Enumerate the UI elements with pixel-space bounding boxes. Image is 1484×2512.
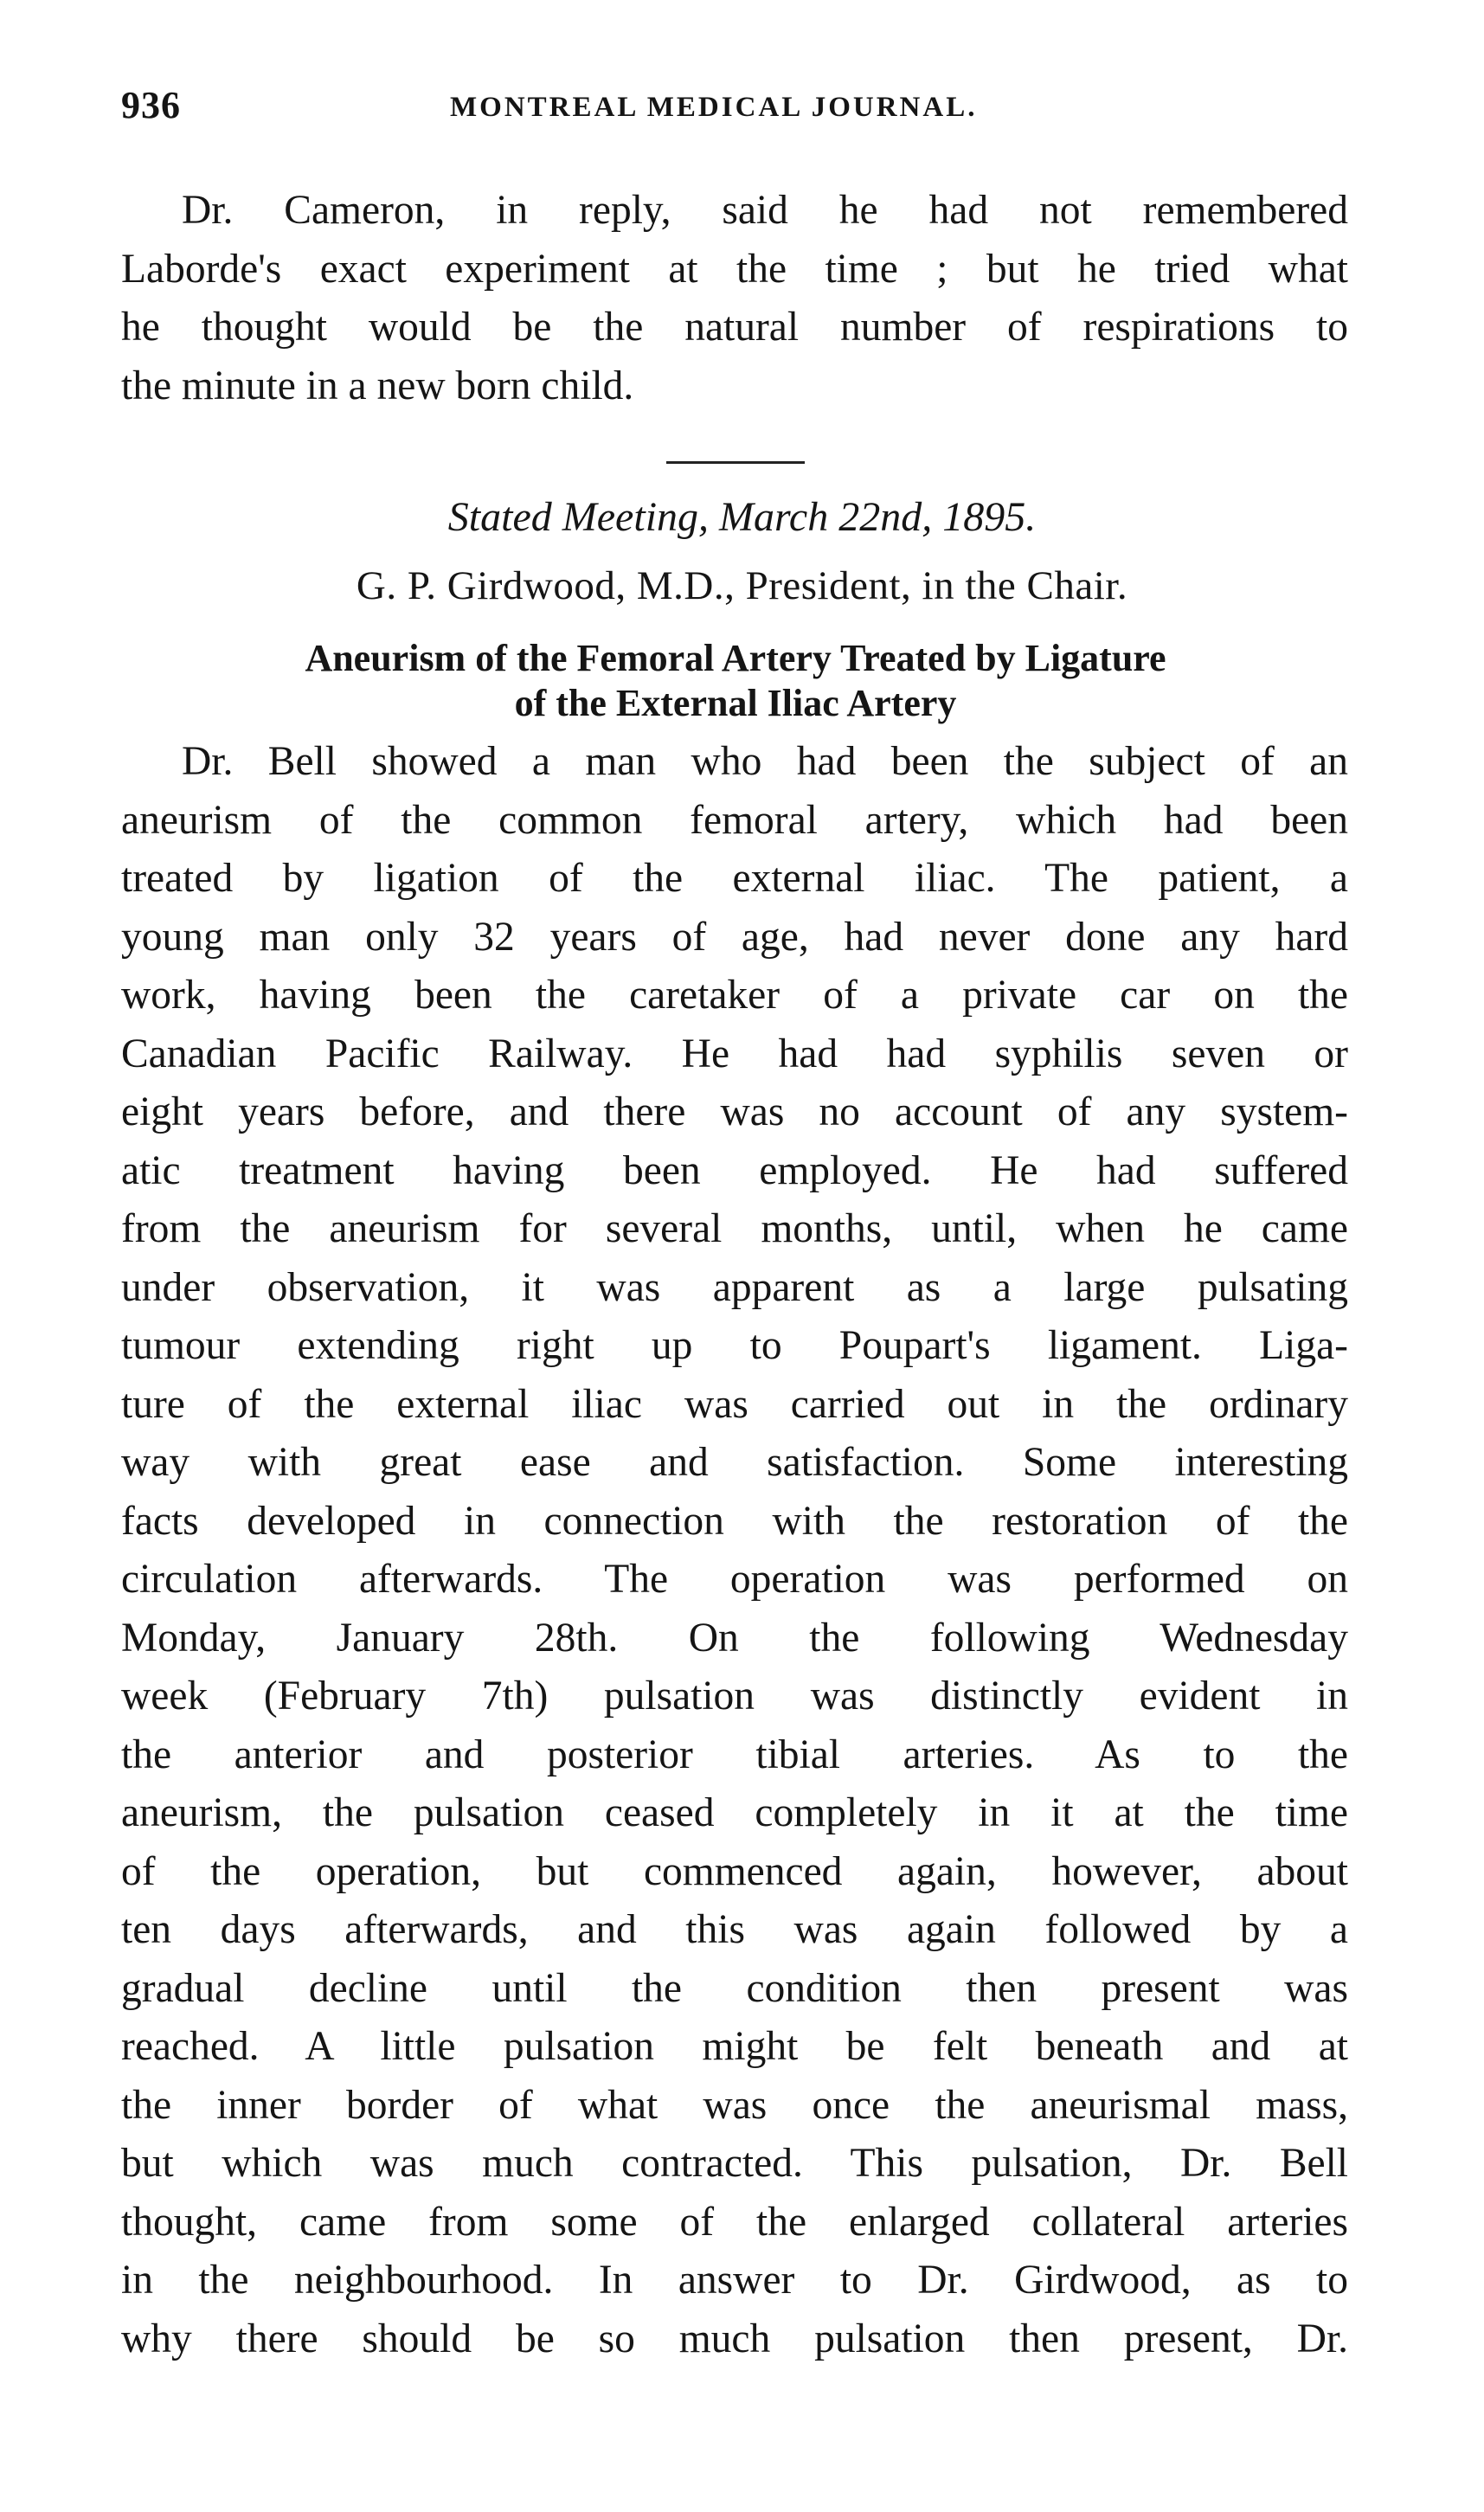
- text-line: the inner border of what was once the aneurismal mass,: [121, 2082, 1348, 2128]
- text-line: in the neighbourhood. In answer to Dr. Girdwood, as to: [121, 2258, 1348, 2303]
- text-line: of the operation, but commenced again, however, about: [121, 1848, 1348, 1894]
- text-line: treated by ligation of the external iliac. The patient, a: [121, 856, 1348, 901]
- text-line: young man only 32 years of age, had never done any hard: [121, 914, 1348, 960]
- text-line: the minute in a new born child.: [121, 363, 634, 408]
- text-line: week (February 7th) pulsation was distinctly evident in: [121, 1674, 1348, 1719]
- text-line: ture of the external iliac was carried out in the ordinary: [121, 1381, 1348, 1427]
- text-line: from the aneurism for several months, until, when he came: [121, 1206, 1348, 1251]
- meeting-chair: G. P. Girdwood, M.D., President, in the Chair.: [356, 563, 1128, 608]
- text-line: but which was much contracted. This pulsation, Dr. Bell: [121, 2141, 1348, 2186]
- text-line: facts developed in connection with the restoration of the: [121, 1498, 1348, 1544]
- text-line: reached. A little pulsation might be felt beneath and at: [121, 2024, 1348, 2069]
- text-line: gradual decline until the condition then present was: [121, 1965, 1348, 2011]
- text-line: ten days afterwards, and this was again followed by a: [121, 1907, 1348, 1952]
- page-header: [121, 83, 1350, 135]
- text-line: way with great ease and satisfaction. Some interesting: [121, 1440, 1348, 1485]
- text-line: he thought would be the natural number of respirations to: [121, 305, 1348, 350]
- text-line: why there should be so much pulsation then present, Dr.: [121, 2316, 1348, 2361]
- paragraph-bell-case: [121, 733, 1348, 2368]
- text-line: under observation, it was apparent as a large pulsating: [121, 1264, 1348, 1310]
- text-line: Dr. Cameron, in reply, said he had not remembered: [182, 188, 1348, 233]
- text-line: circulation afterwards. The operation was performed on: [121, 1557, 1348, 1602]
- text-line: eight years before, and there was no account of any system-: [121, 1089, 1348, 1134]
- text-line: thought, came from some of the enlarged collateral arteries: [121, 2199, 1348, 2245]
- article-heading-line-2: of the External Iliac Artery: [514, 682, 957, 724]
- text-line: the anterior and posterior tibial arteries. As to the: [121, 1731, 1348, 1777]
- text-line: Monday, January 28th. On the following Wednesday: [121, 1615, 1348, 1661]
- paragraph-cameron-reply: [121, 182, 1348, 415]
- text-line: Laborde's exact experiment at the time ; but he tried what: [121, 246, 1348, 292]
- meeting-title: Stated Meeting, March 22nd, 1895.: [447, 494, 1037, 540]
- article-heading-line-1: Aneurism of the Femoral Artery Treated by Ligature: [305, 637, 1166, 679]
- text-line: work, having been the caretaker of a private car on the: [121, 973, 1348, 1018]
- section-divider: [666, 461, 805, 464]
- text-line: aneurism of the common femoral artery, which had been: [121, 797, 1348, 843]
- text-line: Canadian Pacific Railway. He had had syphilis seven or: [121, 1031, 1348, 1076]
- text-line: aneurism, the pulsation ceased completely in it at the time: [121, 1790, 1348, 1835]
- text-line: atic treatment having been employed. He had suffered: [121, 1147, 1348, 1193]
- text-line: tumour extending right up to Poupart's ligament. Liga-: [121, 1323, 1348, 1368]
- page-number: 936: [121, 84, 181, 126]
- running-head: MONTREAL MEDICAL JOURNAL.: [450, 92, 978, 123]
- text-line: Dr. Bell showed a man who had been the subject of an: [182, 739, 1348, 784]
